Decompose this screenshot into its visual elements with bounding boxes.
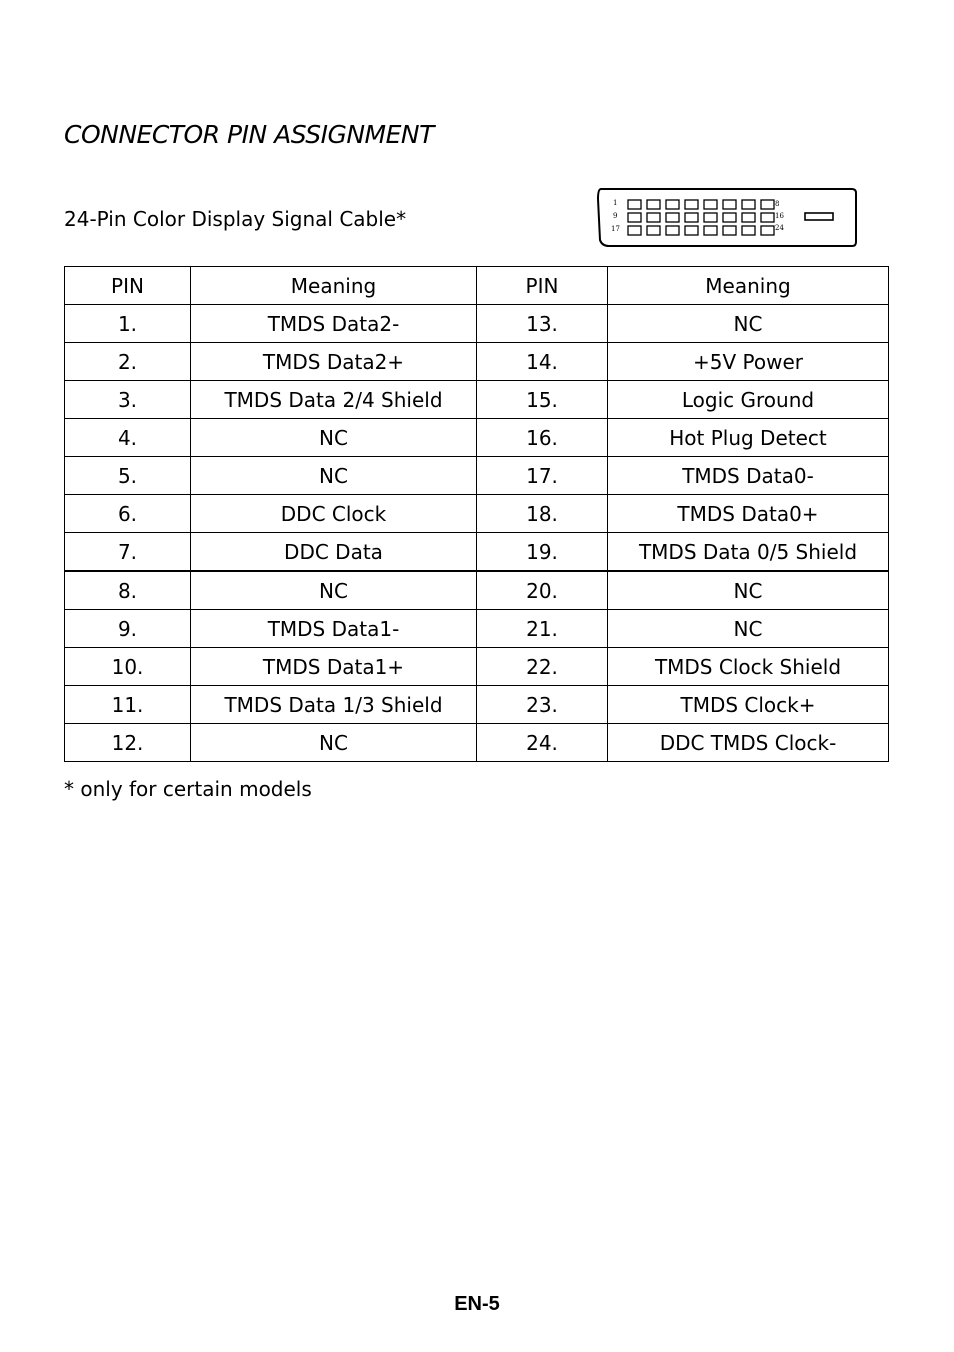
pin-number-right: 13. — [477, 305, 608, 343]
table-row — [65, 571, 889, 610]
pin-meaning-right: NC — [608, 571, 889, 610]
pin-meaning-right: Hot Plug Detect — [608, 419, 889, 457]
pin-meaning-right: TMDS Data 0/5 Shield — [608, 533, 889, 572]
pin-number-left: 10. — [65, 648, 191, 686]
connector-pin-hole — [704, 226, 717, 235]
pin-number-left: 2. — [65, 343, 191, 381]
pin-meaning-right: NC — [608, 610, 889, 648]
pin-meaning-left: TMDS Data 2/4 Shield — [191, 381, 477, 419]
table-row — [65, 533, 889, 572]
header-meaning-right: Meaning — [608, 267, 889, 305]
pin-meaning-right: DDC TMDS Clock- — [608, 724, 889, 762]
pin-meaning-right: TMDS Clock+ — [608, 686, 889, 724]
pin-meaning-left: NC — [191, 457, 477, 495]
connector-pin-hole — [685, 226, 698, 235]
connector-pin-hole — [628, 226, 641, 235]
pin-meaning-right: +5V Power — [608, 343, 889, 381]
pin-meaning-left: DDC Clock — [191, 495, 477, 533]
footnote: * only for certain models — [64, 777, 312, 801]
pin-number-left: 4. — [65, 419, 191, 457]
pin-meaning-left: DDC Data — [191, 533, 477, 572]
connector-pin-hole — [628, 213, 641, 222]
pin-number-left: 11. — [65, 686, 191, 724]
table-row — [65, 419, 889, 457]
pin-number-left: 3. — [65, 381, 191, 419]
connector-pin-hole — [742, 226, 755, 235]
connector-pin-hole — [647, 226, 660, 235]
connector-pin-hole — [742, 200, 755, 209]
pin-number-right: 24. — [477, 724, 608, 762]
pin-number-right: 17. — [477, 457, 608, 495]
pin-number-left: 12. — [65, 724, 191, 762]
pin-number-right: 22. — [477, 648, 608, 686]
connector-label-left-2: 9 — [613, 212, 618, 220]
pin-number-right: 20. — [477, 571, 608, 610]
pin-meaning-right: TMDS Data0- — [608, 457, 889, 495]
connector-pin-hole — [704, 213, 717, 222]
pin-number-left: 7. — [65, 533, 191, 572]
pin-number-right: 19. — [477, 533, 608, 572]
connector-pin-hole — [666, 213, 679, 222]
pin-meaning-left: NC — [191, 419, 477, 457]
connector-pin-hole — [628, 200, 641, 209]
connector-label-right-1: 8 — [775, 200, 780, 208]
table-row — [65, 457, 889, 495]
connector-pin-hole — [761, 226, 774, 235]
pin-meaning-left: TMDS Data1+ — [191, 648, 477, 686]
table-row — [65, 381, 889, 419]
table-row — [65, 724, 889, 762]
connector-pin-hole — [723, 226, 736, 235]
pin-number-right: 23. — [477, 686, 608, 724]
pin-number-right: 21. — [477, 610, 608, 648]
header-meaning-left: Meaning — [191, 267, 477, 305]
connector-pin-hole — [704, 200, 717, 209]
pin-assignment-table — [64, 266, 889, 762]
page-number: EN-5 — [454, 1293, 500, 1315]
table-row — [65, 305, 889, 343]
header-pin-right: PIN — [477, 267, 608, 305]
table-header-row — [65, 267, 889, 305]
connector-pin-hole — [685, 200, 698, 209]
connector-pin-hole — [666, 226, 679, 235]
table-row — [65, 495, 889, 533]
pin-meaning-left: NC — [191, 724, 477, 762]
table-row — [65, 610, 889, 648]
pin-meaning-left: TMDS Data2+ — [191, 343, 477, 381]
connector-pin-hole — [647, 200, 660, 209]
connector-pin-hole — [685, 213, 698, 222]
pin-number-left: 5. — [65, 457, 191, 495]
connector-pin-hole — [761, 200, 774, 209]
table-row — [65, 648, 889, 686]
connector-pin-hole — [723, 200, 736, 209]
connector-label-right-3: 24 — [775, 224, 784, 232]
connector-pin-hole — [723, 213, 736, 222]
dvi-connector-diagram — [597, 187, 859, 251]
connector-pin-hole — [666, 200, 679, 209]
table-row — [65, 686, 889, 724]
cable-subtitle: 24-Pin Color Display Signal Cable* — [64, 207, 407, 231]
pin-meaning-right: NC — [608, 305, 889, 343]
pin-meaning-left: NC — [191, 571, 477, 610]
pin-number-right: 16. — [477, 419, 608, 457]
connector-pin-hole — [647, 213, 660, 222]
connector-pin-hole — [761, 213, 774, 222]
pin-meaning-right: TMDS Data0+ — [608, 495, 889, 533]
pin-number-right: 15. — [477, 381, 608, 419]
table-row — [65, 343, 889, 381]
connector-label-left-3: 17 — [611, 225, 620, 233]
connector-label-right-2: 16 — [775, 212, 784, 220]
pin-meaning-left: TMDS Data 1/3 Shield — [191, 686, 477, 724]
pin-number-left: 1. — [65, 305, 191, 343]
section-title: CONNECTOR PIN ASSIGNMENT — [64, 120, 434, 149]
pin-meaning-left: TMDS Data2- — [191, 305, 477, 343]
pin-meaning-right: Logic Ground — [608, 381, 889, 419]
pin-number-right: 18. — [477, 495, 608, 533]
header-pin-left: PIN — [65, 267, 191, 305]
pin-number-right: 14. — [477, 343, 608, 381]
connector-pin-hole — [742, 213, 755, 222]
connector-label-left-1: 1 — [613, 199, 618, 207]
pin-number-left: 6. — [65, 495, 191, 533]
pin-number-left: 9. — [65, 610, 191, 648]
pin-meaning-right: TMDS Clock Shield — [608, 648, 889, 686]
pin-meaning-left: TMDS Data1- — [191, 610, 477, 648]
pin-number-left: 8. — [65, 571, 191, 610]
